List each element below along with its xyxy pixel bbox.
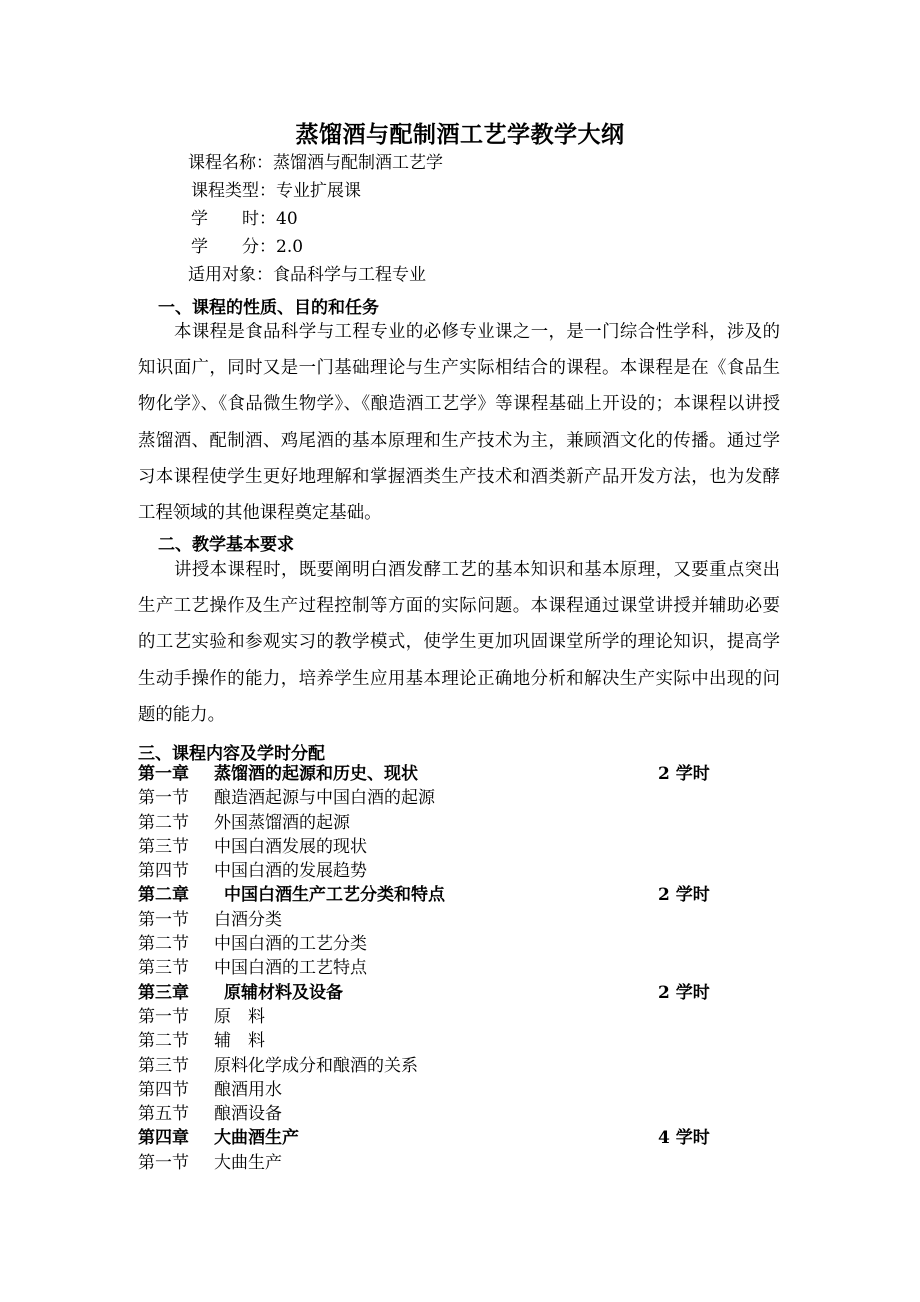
course-hours-line bbox=[191, 209, 298, 229]
section-title: 原 料 bbox=[214, 1006, 265, 1027]
section-row bbox=[138, 859, 738, 883]
section-row bbox=[138, 908, 738, 932]
chapter-row bbox=[138, 883, 738, 907]
section-number: 第一节 bbox=[138, 909, 189, 930]
section-row bbox=[138, 956, 738, 980]
section-number: 第三节 bbox=[138, 958, 189, 979]
section-number: 第五节 bbox=[138, 1104, 189, 1125]
section-title: 酿酒用水 bbox=[214, 1079, 282, 1100]
content-heading: 三、课程内容及学时分配 bbox=[138, 744, 325, 764]
section-row bbox=[138, 1078, 738, 1102]
info-value: 蒸馏酒与配制酒工艺学 bbox=[273, 153, 443, 173]
section-number: 第四节 bbox=[138, 861, 189, 882]
section-title: 中国白酒的工艺分类 bbox=[214, 934, 367, 955]
section-row bbox=[138, 1151, 738, 1175]
chapter-title: 中国白酒生产工艺分类和特点 bbox=[224, 885, 445, 906]
info-label: 学 分： bbox=[191, 237, 276, 257]
chapter-title: 大曲酒生产 bbox=[214, 1128, 299, 1149]
info-value: 2.0 bbox=[276, 237, 304, 257]
section-row bbox=[138, 1029, 738, 1053]
info-label: 课程名称： bbox=[188, 153, 273, 173]
section-number: 第三节 bbox=[138, 1055, 189, 1076]
document-title: 蒸馏酒与配制酒工艺学教学大纲 bbox=[295, 122, 625, 148]
section-paragraph: 本课程是食品科学与工程专业的必修专业课之一，是一门综合性学科，涉及的知识面广，同时又是一门基础理论与生产实际相结合的课程。本课程是在《食品生物化学》、《食品微生物学》、《酿造酒工艺学》等课程基础上开设的；本课程以讲授蒸馏酒、配制酒、鸡尾酒的基本原理和生产技术为主，兼顾酒文化的传播。通过学习本课程使学生更好地理解和掌握酒类生产技术和酒类新产品开发方法，也为发酵工程领域的其他课程奠定基础。 bbox=[138, 322, 780, 524]
chapter-row bbox=[138, 981, 738, 1005]
section-row bbox=[138, 835, 738, 859]
chapter-row bbox=[138, 1126, 738, 1150]
section-row bbox=[138, 1054, 738, 1078]
section-paragraph: 讲授本课程时，既要阐明白酒发酵工艺的基本知识和基本原理，又要重点突出生产工艺操作及生产过程控制等方面的实际问题。本课程通过课堂讲授并辅助必要的工艺实验和参观实习的教学模式，使学生更加巩固课堂所学的理论知识，提高学生动手操作的能力，培养学生应用基本理论正确地分析和解决生产实际中出现的问题的能力。 bbox=[138, 560, 780, 725]
section-number: 第一节 bbox=[138, 1006, 189, 1027]
section-number: 第三节 bbox=[138, 836, 189, 857]
section-title: 辅 料 bbox=[214, 1031, 265, 1052]
section-title: 中国白酒的发展趋势 bbox=[214, 861, 367, 882]
section-title: 中国白酒发展的现状 bbox=[214, 836, 367, 857]
chapter-row bbox=[138, 762, 738, 786]
section-row bbox=[138, 811, 738, 835]
section-title: 白酒分类 bbox=[214, 909, 282, 930]
section-title: 外国蒸馏酒的起源 bbox=[214, 812, 350, 833]
section-heading: 一、课程的性质、目的和任务 bbox=[158, 298, 379, 318]
section-title: 大曲生产 bbox=[214, 1152, 282, 1173]
course-credits-line bbox=[191, 237, 303, 257]
chapter-title: 原辅材料及设备 bbox=[224, 982, 343, 1003]
course-target-line bbox=[188, 265, 426, 285]
section-number: 第一节 bbox=[138, 1152, 189, 1173]
chapter-number: 第四章 bbox=[138, 1128, 189, 1149]
chapter-hours: 2 学时 bbox=[658, 982, 710, 1003]
chapter-number: 第三章 bbox=[138, 982, 189, 1003]
section-title: 酿造酒起源与中国白酒的起源 bbox=[214, 788, 435, 809]
section-number: 第一节 bbox=[138, 788, 189, 809]
info-value: 40 bbox=[276, 209, 298, 229]
section-number: 第二节 bbox=[138, 812, 189, 833]
info-value: 专业扩展课 bbox=[276, 181, 361, 201]
course-type-line bbox=[191, 181, 361, 201]
chapter-number: 第一章 bbox=[138, 764, 189, 784]
course-content-list bbox=[138, 762, 738, 1175]
info-label: 课程类型： bbox=[191, 181, 276, 201]
section-number: 第二节 bbox=[138, 934, 189, 955]
chapter-hours: 4 学时 bbox=[658, 1128, 710, 1149]
section-number: 第四节 bbox=[138, 1079, 189, 1100]
section-title: 中国白酒的工艺特点 bbox=[214, 958, 367, 979]
section-title: 酿酒设备 bbox=[214, 1104, 282, 1125]
chapter-hours: 2 学时 bbox=[658, 764, 710, 784]
section-number: 第二节 bbox=[138, 1031, 189, 1052]
info-value: 食品科学与工程专业 bbox=[273, 265, 426, 285]
section-title: 原料化学成分和酿酒的关系 bbox=[214, 1055, 418, 1076]
chapter-number: 第二章 bbox=[138, 885, 189, 906]
section-row bbox=[138, 932, 738, 956]
course-name-line bbox=[188, 153, 443, 173]
section-row bbox=[138, 1102, 738, 1126]
section-row bbox=[138, 1005, 738, 1029]
chapter-title: 蒸馏酒的起源和历史、现状 bbox=[214, 764, 418, 784]
section-row bbox=[138, 786, 738, 810]
chapter-hours: 2 学时 bbox=[658, 885, 710, 906]
info-label: 学 时： bbox=[191, 209, 276, 229]
section-heading: 二、教学基本要求 bbox=[158, 535, 294, 555]
info-label: 适用对象： bbox=[188, 265, 273, 285]
